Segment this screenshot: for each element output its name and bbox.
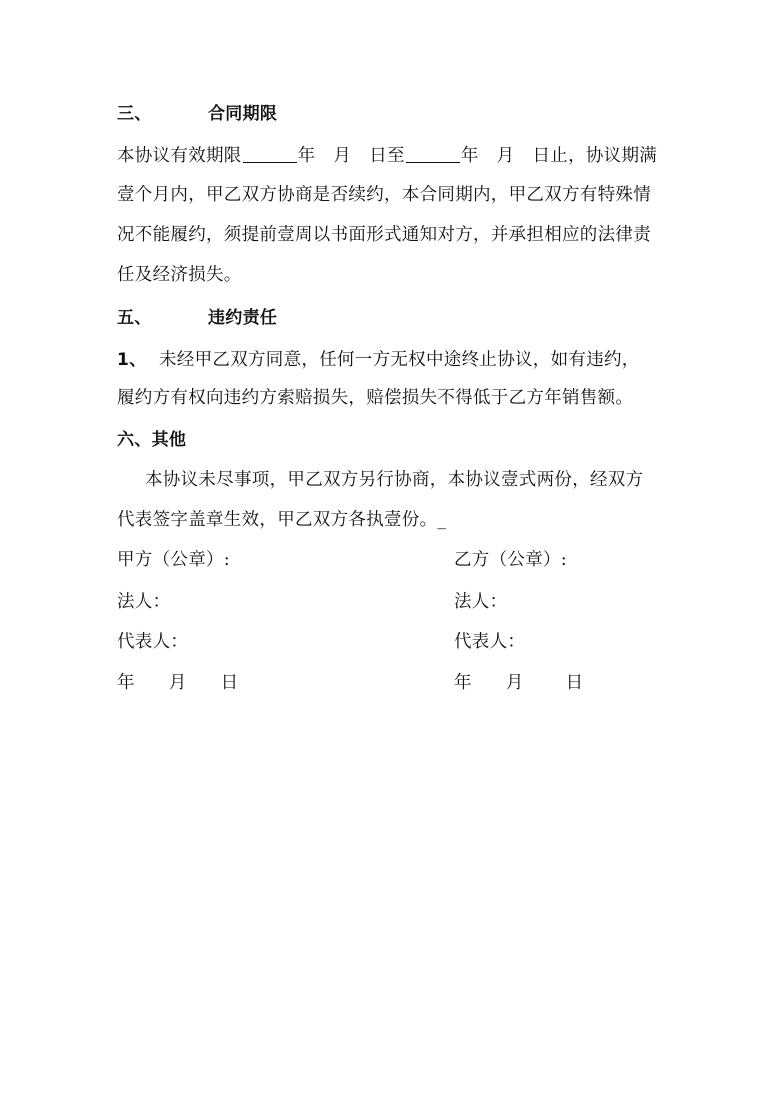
section-6-line-1: 本协议未尽事项，甲乙双方另行协商，本协议壹式两份，经双方 bbox=[145, 470, 644, 490]
party-b-seal: 乙方（公章）: bbox=[454, 550, 567, 570]
section-5-item-1-line-2: 履约方有权向违约方索赔损失，赔偿损失不得低于乙方年销售额。 bbox=[117, 388, 634, 408]
party-b-representative: 代表人： bbox=[454, 632, 526, 652]
party-b-month: 月 bbox=[505, 673, 524, 693]
party-b-day: 日 bbox=[565, 673, 584, 693]
party-a-year: 年 bbox=[117, 673, 135, 693]
start-year-blank bbox=[243, 144, 297, 163]
end-month-label: 月 bbox=[496, 146, 515, 166]
start-month-label: 月 bbox=[333, 146, 352, 166]
section-3-line-3: 况不能履约，须提前壹周以书面形式通知对方，并承担相应的法律责 bbox=[117, 225, 651, 245]
section-3-line-1 bbox=[117, 144, 657, 168]
section-3-heading bbox=[117, 102, 277, 126]
party-a-day: 日 bbox=[220, 673, 239, 693]
party-a-representative: 代表人： bbox=[117, 632, 189, 652]
start-day-label: 日至 bbox=[369, 146, 405, 166]
party-a-date bbox=[117, 671, 238, 695]
section-6-heading: 六、其他 bbox=[117, 430, 187, 450]
section-5-item-1-line-1 bbox=[117, 348, 640, 372]
item-1-number: 1、 bbox=[117, 350, 147, 370]
end-year-blank bbox=[406, 144, 460, 163]
end-day-label: 日止，协议期满 bbox=[532, 146, 658, 166]
party-b-legal: 法人： bbox=[454, 592, 508, 612]
section-5-heading bbox=[117, 306, 277, 330]
section-3-line-2: 壹个月内，甲乙双方协商是否续约，本合同期内，甲乙双方有特殊情 bbox=[117, 185, 651, 205]
item-1-text: 未经甲乙双方同意，任何一方无权中途终止协议，如有违约， bbox=[159, 350, 640, 370]
party-b-year: 年 bbox=[454, 673, 472, 693]
party-a-month: 月 bbox=[168, 673, 187, 693]
section-6-line-2: 代表签字盖章生效，甲乙双方各执壹份。_ bbox=[117, 510, 447, 530]
party-a-seal: 甲方（公章）: bbox=[117, 550, 230, 570]
start-year-label: 年 bbox=[297, 146, 316, 166]
section-3-line-4: 任及经济损失。 bbox=[117, 265, 242, 285]
section-3-number: 三、 bbox=[117, 104, 152, 124]
section-3-title: 合同期限 bbox=[208, 104, 278, 124]
party-b-date bbox=[454, 671, 583, 695]
section-5-number: 五、 bbox=[117, 308, 152, 328]
end-year-label: 年 bbox=[460, 146, 479, 166]
term-intro: 本协议有效期限 bbox=[117, 146, 242, 166]
section-5-title: 违约责任 bbox=[208, 308, 278, 328]
party-a-legal: 法人： bbox=[117, 592, 171, 612]
